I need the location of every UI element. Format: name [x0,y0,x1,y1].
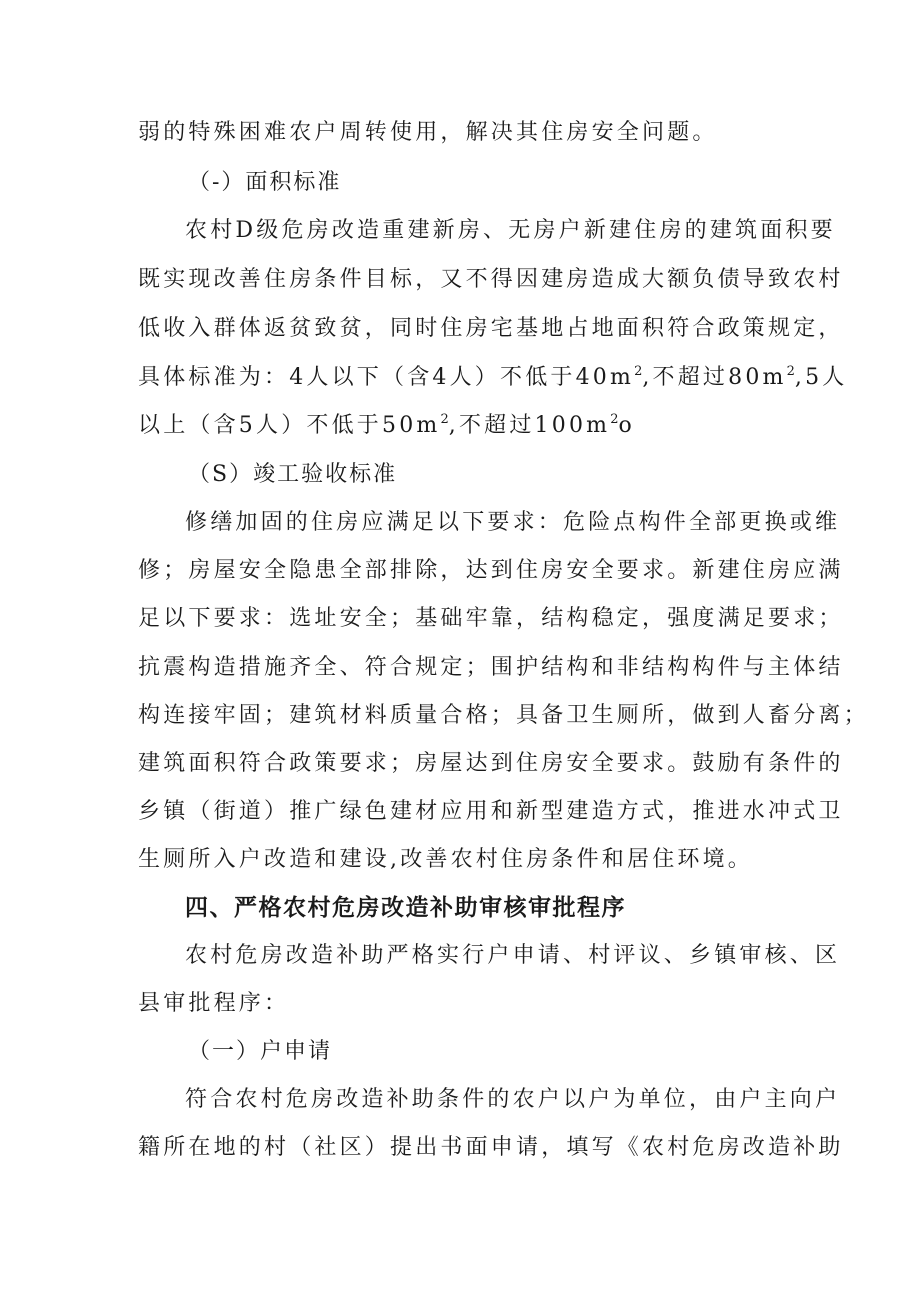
paragraph-line: 足以下要求：选址安全；基础牢靠，结构稳定，强度满足要求； [138,606,844,631]
superscript: 2 [786,364,795,379]
paragraph-line: 修缮加固的住房应满足以下要求：危险点构件全部更换或维 [185,510,841,535]
paragraph-line: 建筑面积符合政策要求；房屋达到住房安全要求。鼓励有条件的 [138,751,844,776]
superscript: 2 [440,412,449,427]
subsection-heading-acceptance-standard: （S）竣工验收标准 [188,462,398,487]
paragraph-line: 县审批程序： [138,991,290,1016]
paragraph-line: 以上（含5人）不低于$50m^2$,不超过$100m^2o$ [138,412,635,438]
paragraph-line: 乡镇（街道）推广绿色建材应用和新型建造方式，推进水冲式卫 [138,799,844,824]
superscript: 2 [634,364,643,379]
paragraph-line: 既实现改善住房条件目标，又不得因建房造成大额负债导致农村 [138,267,844,292]
superscript: 2 [610,412,619,427]
paragraph-line: 符合农村危房改造补助条件的农户以户为单位，由户主向户 [185,1087,841,1112]
paragraph-line: 具体标准为：4人以下（含4人）不低于$40m^2$,不超过$80m^2,5$人 [138,364,848,390]
section-heading-4: 四、严格农村危房改造补助审核审批程序 [185,895,626,921]
subsection-heading-area-standard: （-）面积标准 [188,170,342,195]
paragraph-line: 农村D级危房改造重建新房、无房户新建住房的建筑面积要 [185,218,836,243]
paragraph-line: 生厕所入户改造和建设,改善农村住房条件和居住环境。 [138,847,753,872]
subsection-heading-household-application: （一）户申请 [188,1039,333,1064]
paragraph-line: 籍所在地的村（社区）提出书面申请，填写《农村危房改造补助 [138,1135,844,1160]
paragraph-line: 弱的特殊困难农户周转使用，解决其住房安全问题。 [138,120,718,145]
paragraph-line: 构连接牢固；建筑材料质量合格；具备卫生厕所，做到人畜分离； [138,703,869,728]
paragraph-line: 农村危房改造补助严格实行户申请、村评议、乡镇审核、区 [185,943,841,968]
paragraph-line: 修；房屋安全隐患全部排除，达到住房安全要求。新建住房应满 [138,558,844,583]
paragraph-line: 抗震构造措施齐全、符合规定；围护结构和非结构构件与主体结 [138,655,844,680]
paragraph-line: 低收入群体返贫致贫，同时住房宅基地占地面积符合政策规定， [138,316,844,341]
